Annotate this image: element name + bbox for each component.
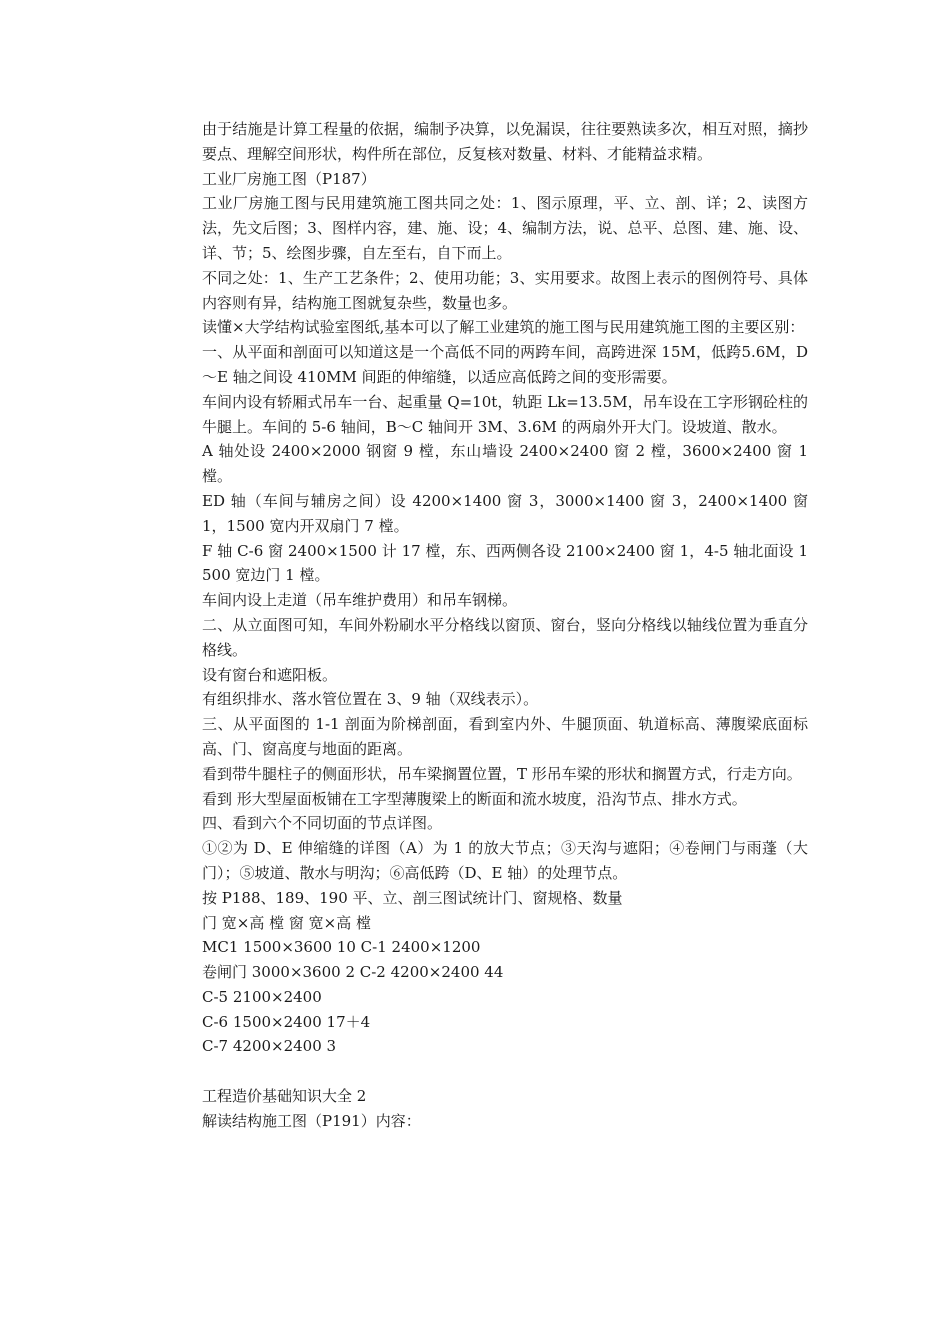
paragraph: A 轴处设 2400×2000 钢窗 9 樘，东山墙设 2400×2400 窗 2 樘，3600×2400 窗 1 樘。 [202,442,808,486]
paragraph: ①②为 D、E 伸缩缝的详图（A）为 1 的放大节点；③天沟与遮阳；④卷闸门与雨蓬（大门）；⑤坡道、散水与明沟；⑥高低跨（D、E 轴）的处理节点。 [202,839,808,882]
document-body [202,117,808,1134]
paragraph: ED 轴（车间与辅房之间）设 4200×1400 窗 3，3000×1400 窗 3，2400×1400 窗 1，1500 宽内开双扇门 7 樘。 [202,491,808,535]
paragraph: 三、从平面图的 1-1 剖面为阶梯剖面，看到室内外、牛腿顶面、轨道标高、薄腹梁底面标高、门、窗高度与地面的距离。 [202,715,808,758]
section-title: 工程造价基础知识大全 2 [202,1087,367,1106]
table-line: C-7 4200×2400 3 [202,1037,337,1056]
paragraph: 设有窗台和遮阳板。 [202,665,338,684]
table-line: 卷闸门 3000×3600 2 C-2 4200×2400 44 [202,963,504,982]
paragraph: 二、从立面图可知，车间外粉刷水平分格线以窗顶、窗台，竖向分格线以轴线位置为垂直分格线。 [202,615,808,659]
paragraph: 看到带牛腿柱子的侧面形状，吊车梁搁置位置，T 形吊车梁的形状和搁置方式，行走方向。 [202,764,802,783]
section-subtitle: 解读结构施工图（P191）内容： [202,1111,421,1130]
paragraph: 四、看到六个不同切面的节点详图。 [202,814,443,833]
paragraph: 看到 形大型屋面板铺在工字型薄腹梁上的断面和流水坡度，沿沟节点、排水方式。 [202,789,747,808]
table-line: C-5 2100×2400 [202,987,322,1006]
paragraph: 工业厂房施工图（P187） [202,169,376,188]
paragraph: 车间内设上走道（吊车维护费用）和吊车钢梯。 [202,591,518,610]
paragraph: 由于结施是计算工程量的依据，编制予决算，以免漏误，往往要熟读多次，相互对照，摘抄要点、理解空间形状，构件所在部位，反复核对数量、材料、才能精益求精。 [202,120,808,163]
paragraph: F 轴 C-6 窗 2400×1500 计 17 樘，东、西两侧各设 2100×2400 窗 1，4-5 轴北面设 1500 宽边门 1 樘。 [202,541,808,585]
paragraph: 车间内设有轿厢式吊车一台、起重量 Q=10t，轨距 Lk=13.5M，吊车设在工字形钢砼柱的牛腿上。车间的 5-6 轴间，B～C 轴间开 3M、3.6M 的两扇外开大门。设坡道、散水。 [202,392,808,436]
paragraph: 工业厂房施工图与民用建筑施工图共同之处：1、图示原理，平、立、剖、详；2、读图方法，先文后图；3、图样内容，建、施、设；4、编制方法，说、总平、总图、建、施、设、详、节；5、绘图步骤，自左至右，自下而上。 [202,194,808,262]
paragraph: 读懂×大学结构试验室图纸,基本可以了解工业建筑的施工图与民用建筑施工图的主要区别： [202,318,805,337]
blank-line [202,1059,808,1084]
table-header-line: 门 宽×高 樘 窗 宽×高 樘 [202,913,371,932]
paragraph: 有组织排水、落水管位置在 3、9 轴（双线表示）。 [202,690,539,709]
table-line: C-6 1500×2400 17＋4 [202,1012,371,1031]
paragraph: 一、从平面和剖面可以知道这是一个高低不同的两跨车间，高跨进深 15M，低跨5.6M，D～E 轴之间设 410MM 间距的伸缩缝，以适应高低跨之间的变形需要。 [202,343,808,386]
paragraph: 按 P188、189、190 平、立、剖三图试统计门、窗规格、数量 [202,888,623,907]
table-line: MC1 1500×3600 10 C-1 2400×1200 [202,938,481,957]
paragraph: 不同之处：1、生产工艺条件；2、使用功能；3、实用要求。故图上表示的图例符号、具体内容则有异，结构施工图就复杂些，数量也多。 [202,268,808,312]
